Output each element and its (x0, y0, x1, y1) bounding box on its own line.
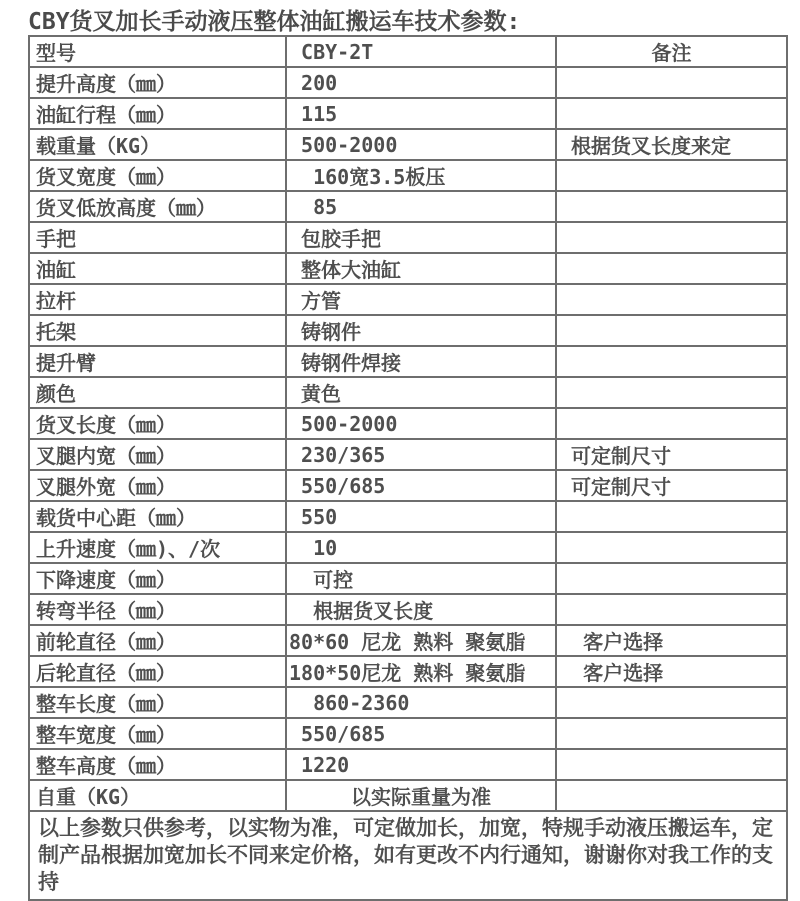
spec-label-cell: 油缸行程（㎜） (29, 98, 286, 129)
table-row (29, 160, 787, 191)
spec-value-cell: 以实际重量为准 (286, 780, 556, 811)
table-row (29, 346, 787, 377)
table-row (29, 656, 787, 687)
spec-remark-cell (556, 222, 787, 253)
spec-label-cell: 自重（KG） (29, 780, 286, 811)
spec-remark-cell: 可定制尺寸 (556, 470, 787, 501)
spec-remark-cell (556, 563, 787, 594)
table-row (29, 377, 787, 408)
spec-label-cell: 整车高度（㎜） (29, 749, 286, 780)
spec-value-cell: 根据货叉长度 (286, 594, 556, 625)
spec-label-cell: 货叉宽度（㎜） (29, 160, 286, 191)
spec-label-cell: 托架 (29, 315, 286, 346)
table-row (29, 718, 787, 749)
spec-remark-cell: 客户选择 (556, 656, 787, 687)
table-row (29, 780, 787, 811)
spec-value-cell: 500-2000 (286, 129, 556, 160)
table-row (29, 532, 787, 563)
spec-remark-cell (556, 284, 787, 315)
spec-label-cell: 叉腿外宽（㎜） (29, 470, 286, 501)
spec-value-cell: 可控 (286, 563, 556, 594)
spec-value-cell: 整体大油缸 (286, 253, 556, 284)
header-model-label-cell: 型号 (29, 36, 286, 67)
table-row (29, 625, 787, 656)
spec-label-cell: 拉杆 (29, 284, 286, 315)
spec-remark-cell (556, 780, 787, 811)
spec-remark-cell: 根据货叉长度来定 (556, 129, 787, 160)
spec-label-cell: 货叉长度（㎜） (29, 408, 286, 439)
spec-label-cell: 货叉低放高度（㎜） (29, 191, 286, 222)
spec-remark-cell (556, 67, 787, 98)
header-model-value-cell: CBY-2T (286, 36, 556, 67)
spec-remark-cell (556, 377, 787, 408)
spec-value-cell: 包胶手把 (286, 222, 556, 253)
spec-label-cell: 载货中心距（㎜） (29, 501, 286, 532)
spec-remark-cell (556, 346, 787, 377)
spec-table-footer (29, 811, 787, 900)
spec-remark-cell (556, 315, 787, 346)
spec-remark-cell (556, 718, 787, 749)
spec-value-cell: 180*50尼龙 熟料 聚氨脂 (286, 656, 556, 687)
page-title: CBY货叉加长手动液压整体油缸搬运车技术参数: (28, 9, 521, 35)
table-row (29, 222, 787, 253)
spec-table-body (29, 67, 787, 811)
header-row (29, 36, 787, 67)
spec-label-cell: 上升速度（㎜)、/次 (29, 532, 286, 563)
table-row (29, 98, 787, 129)
table-row (29, 191, 787, 222)
spec-value-cell: 550/685 (286, 470, 556, 501)
spec-value-cell: 80*60 尼龙 熟料 聚氨脂 (286, 625, 556, 656)
spec-remark-cell (556, 501, 787, 532)
table-row (29, 408, 787, 439)
table-row (29, 284, 787, 315)
spec-value-cell: 黄色 (286, 377, 556, 408)
spec-remark-cell: 可定制尺寸 (556, 439, 787, 470)
spec-label-cell: 整车长度（㎜） (29, 687, 286, 718)
spec-remark-cell (556, 253, 787, 284)
spec-remark-cell (556, 749, 787, 780)
table-row (29, 687, 787, 718)
spec-label-cell: 下降速度（㎜） (29, 563, 286, 594)
spec-label-cell: 前轮直径（㎜） (29, 625, 286, 656)
spec-label-cell: 叉腿内宽（㎜） (29, 439, 286, 470)
spec-value-cell: 500-2000 (286, 408, 556, 439)
spec-value-cell: 1220 (286, 749, 556, 780)
footer-row (29, 811, 787, 900)
spec-value-cell: 115 (286, 98, 556, 129)
spec-label-cell: 整车宽度（㎜） (29, 718, 286, 749)
table-row (29, 315, 787, 346)
spec-value-cell: 85 (286, 191, 556, 222)
spec-remark-cell: 客户选择 (556, 625, 787, 656)
spec-label-cell: 颜色 (29, 377, 286, 408)
spec-value-cell: 550/685 (286, 718, 556, 749)
spec-value-cell: 10 (286, 532, 556, 563)
spec-remark-cell (556, 191, 787, 222)
spec-remark-cell (556, 160, 787, 191)
spec-label-cell: 载重量（KG） (29, 129, 286, 160)
spec-value-cell: 860-2360 (286, 687, 556, 718)
spec-value-cell: 铸钢件 (286, 315, 556, 346)
table-row (29, 749, 787, 780)
spec-value-cell: 550 (286, 501, 556, 532)
spec-value-cell: 160宽3.5板压 (286, 160, 556, 191)
spec-table (28, 35, 788, 901)
header-remark-cell: 备注 (556, 36, 787, 67)
spec-remark-cell (556, 532, 787, 563)
spec-remark-cell (556, 98, 787, 129)
spec-label-cell: 提升高度（㎜） (29, 67, 286, 98)
spec-value-cell: 230/365 (286, 439, 556, 470)
spec-table-header (29, 36, 787, 67)
spec-label-cell: 手把 (29, 222, 286, 253)
spec-label-cell: 提升臂 (29, 346, 286, 377)
footer-note-cell: 以上参数只供参考，以实物为准，可定做加长，加宽，特规手动液压搬运车，定制产品根据加宽加长不同来定价格，如有更改不内行通知，谢谢你对我工作的支持 (29, 811, 787, 900)
spec-value-cell: 200 (286, 67, 556, 98)
table-row (29, 470, 787, 501)
table-row (29, 253, 787, 284)
spec-value-cell: 方管 (286, 284, 556, 315)
table-row (29, 594, 787, 625)
table-row (29, 563, 787, 594)
spec-label-cell: 转弯半径（㎜） (29, 594, 286, 625)
table-row (29, 439, 787, 470)
spec-value-cell: 铸钢件焊接 (286, 346, 556, 377)
spec-remark-cell (556, 594, 787, 625)
spec-label-cell: 后轮直径（㎜） (29, 656, 286, 687)
table-row (29, 67, 787, 98)
table-row (29, 129, 787, 160)
spec-label-cell: 油缸 (29, 253, 286, 284)
spec-remark-cell (556, 408, 787, 439)
spec-remark-cell (556, 687, 787, 718)
table-row (29, 501, 787, 532)
